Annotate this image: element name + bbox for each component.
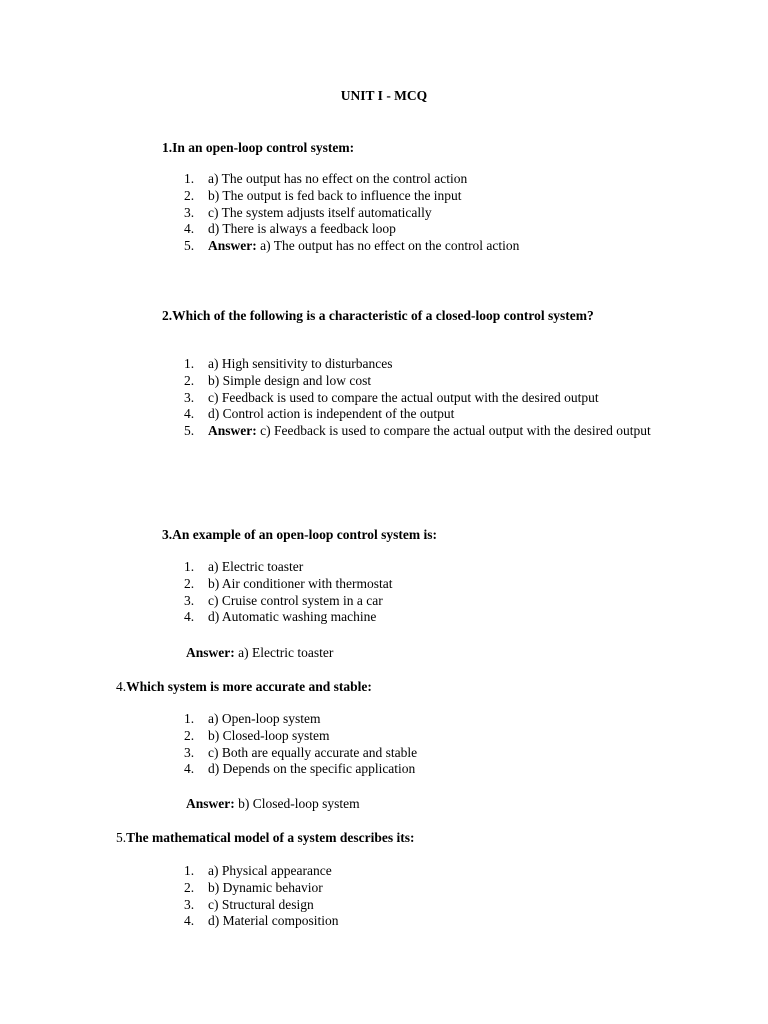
option-item: 3. c) Cruise control system in a car: [184, 592, 383, 608]
options-list-4: [162, 711, 651, 778]
question-number: 5.: [116, 830, 127, 845]
question-text: Which of the following is a characteristic of a closed-loop control system?: [172, 308, 594, 323]
option-item: 1. a) Open-loop system: [184, 711, 321, 726]
options-list-1: [162, 171, 651, 255]
option-item: 1. a) Electric toaster: [184, 559, 304, 574]
option-item: 2. b) Air conditioner with thermostat: [184, 575, 393, 591]
question-text: In an open-loop control system:: [172, 140, 355, 155]
question-number: 4.: [116, 679, 127, 694]
option-item: 3. c) Feedback is used to compare the actual output with the desired output: [184, 389, 599, 405]
options-list-5: [162, 863, 651, 930]
option-item: 1. a) Physical appearance: [184, 863, 332, 878]
page-title: UNIT I - MCQ: [340, 88, 428, 103]
answer-label: Answer:: [208, 238, 257, 254]
answer-label: Answer:: [186, 796, 235, 811]
option-item: 3. c) Structural design: [184, 896, 314, 912]
question-number: 1.: [162, 140, 173, 155]
question-number: 3.: [162, 527, 173, 542]
question-3: [162, 526, 652, 543]
question-number: 2.: [162, 308, 173, 323]
answer-text: a) Electric toaster: [234, 645, 334, 660]
option-item: 4. d) Automatic washing machine: [184, 609, 377, 625]
question-1: [162, 139, 652, 156]
option-item: 2. b) Closed-loop system: [184, 727, 330, 743]
options-list-2: [162, 356, 651, 440]
question-text: Which system is more accurate and stable:: [126, 679, 372, 694]
question-4: [116, 678, 652, 695]
options-list-3: [162, 559, 651, 626]
answer-line-4: [186, 795, 360, 812]
option-item: 4. d) Control action is independent of the output: [184, 406, 455, 422]
answer-item: 5. Answer: c) Feedback is used to compare the actual output with the desired output: [184, 423, 651, 439]
answer-label: Answer:: [208, 423, 257, 439]
option-item: 1. a) The output has no effect on the control action: [184, 171, 468, 186]
question-text: The mathematical model of a system describes its:: [126, 830, 415, 845]
answer-text: b) Closed-loop system: [234, 796, 360, 811]
question-5: [116, 829, 652, 846]
option-item: 2. b) Simple design and low cost: [184, 372, 372, 388]
question-2: [162, 307, 651, 324]
answer-label: Answer:: [186, 645, 235, 660]
option-item: 3. c) The system adjusts itself automatically: [184, 204, 432, 220]
option-item: 3. c) Both are equally accurate and stable: [184, 744, 418, 760]
option-item: 1. a) High sensitivity to disturbances: [184, 356, 393, 371]
answer-item: 5. Answer: a) The output has no effect on the control action: [184, 238, 520, 254]
question-text: An example of an open-loop control system is:: [172, 527, 437, 542]
answer-line-3: [186, 644, 333, 661]
option-item: 4. d) Depends on the specific application: [184, 761, 416, 777]
option-item: 2. b) The output is fed back to influence the input: [184, 187, 462, 203]
option-item: 4. d) Material composition: [184, 913, 339, 929]
option-item: 2. b) Dynamic behavior: [184, 879, 323, 895]
option-item: 4. d) There is always a feedback loop: [184, 221, 396, 237]
